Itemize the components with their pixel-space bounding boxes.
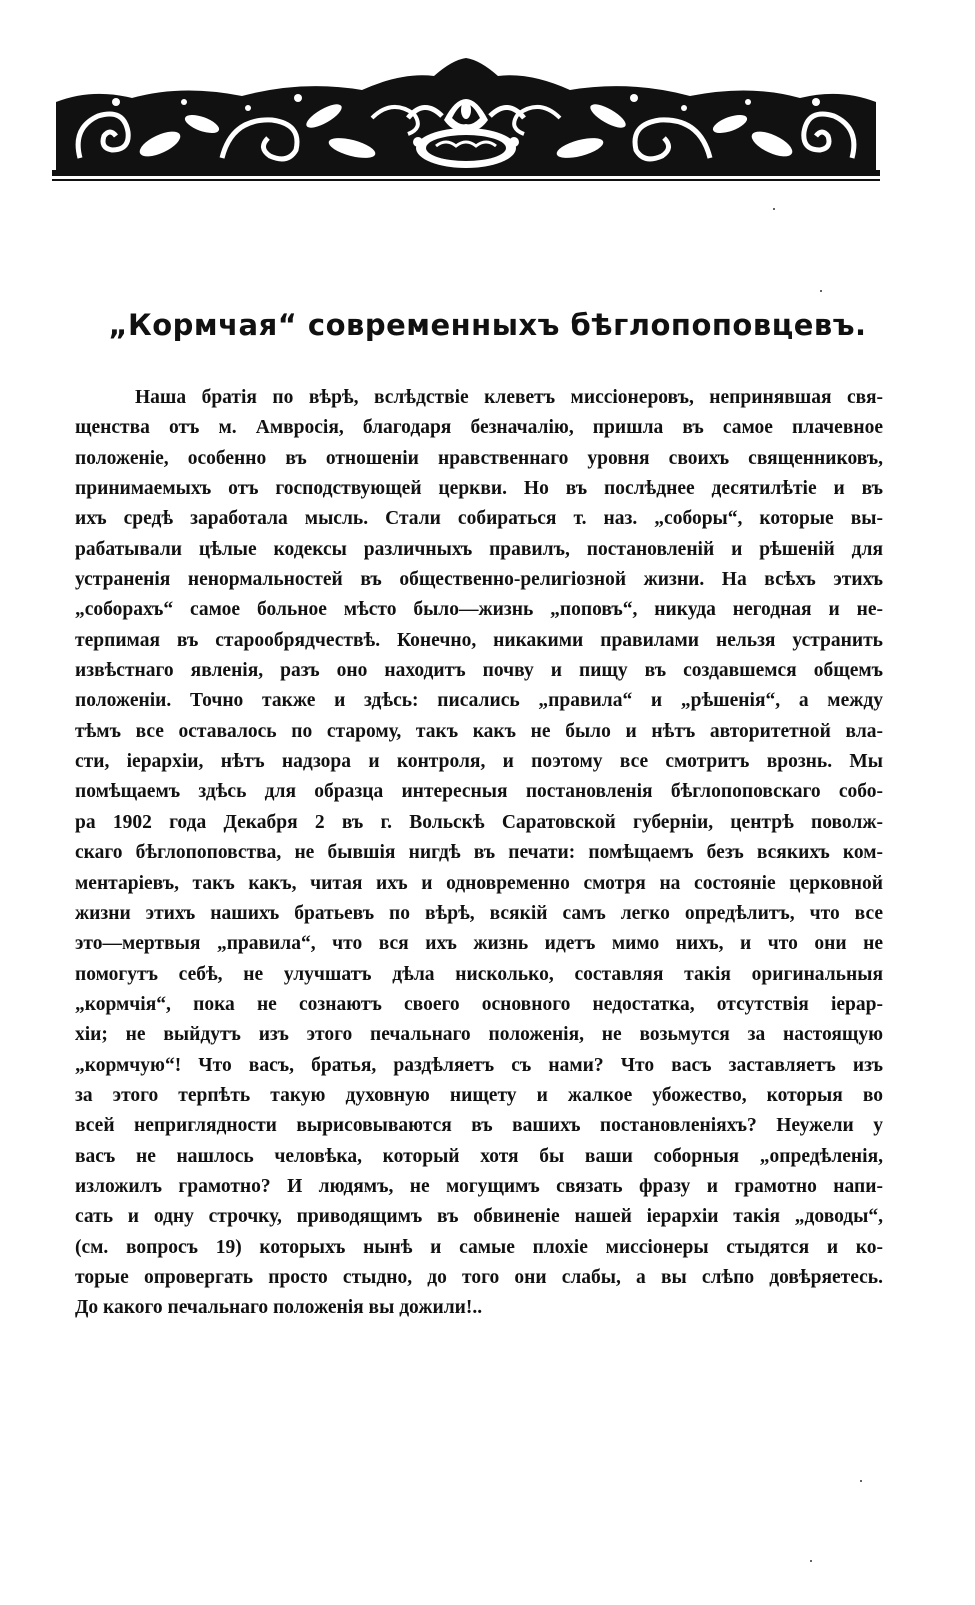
- text-line: изложилъ грамотно? И людямъ, не могущимъ связать фразу и грамотно напи-: [75, 1175, 883, 1197]
- text-line: сать и одну строчку, приводящимъ въ обвиненіе нашей іерархіи такія „доводы“,: [75, 1206, 883, 1228]
- text-line: торые опровергать просто стыдно, до того они слабы, а вы слѣпо довѣряетесь.: [75, 1266, 883, 1288]
- text-line: за этого терпѣть такую духовную нищету и жалкое убожество, которыя во: [75, 1084, 883, 1106]
- ornament-banner-icon: [52, 58, 880, 186]
- text-line: До какого печальнаго положенія вы дожили!..: [75, 1297, 483, 1319]
- text-line: принимаемыхъ отъ господствующей церкви. Но въ послѣднее десятилѣтіе и въ: [75, 478, 883, 500]
- scan-speck: [773, 208, 775, 210]
- text-line: „кормчую“! Что васъ, братья, раздѣляетъ съ нами? Что васъ заставляетъ изъ: [75, 1054, 883, 1076]
- text-line: сти, іерархіи, нѣтъ надзора и контроля, и поэтому все смотритъ врознь. Мы: [75, 751, 883, 773]
- text-line: помогутъ себѣ, не улучшатъ дѣла нисколько, составляя такія оригинальныя: [75, 963, 883, 985]
- text-line: ра 1902 года Декабря 2 въ г. Вольскѣ Саратовской губерніи, центрѣ поволж-: [75, 811, 883, 833]
- text-line: жизни этихъ нашихъ братьевъ по вѣрѣ, всякій самъ легко опредѣлитъ, что все: [75, 902, 883, 924]
- text-line: щенства отъ м. Амвросія, благодаря безначалію, пришла въ самое плачевное: [75, 417, 883, 439]
- text-line: терпимая въ старообрядчествѣ. Конечно, никакими правилами нельзя устранить: [75, 629, 883, 651]
- text-line: ихъ средѣ заработала мысль. Стали собираться т. наз. „соборы“, которые вы-: [75, 508, 883, 530]
- text-line: помѣщаемъ здѣсь для образца интересныя постановленія бѣглопоповскаго собо-: [75, 781, 883, 803]
- text-line: васъ не нашлось человѣка, который хотя бы ваши соборныя „опредѣленія,: [75, 1145, 883, 1167]
- text-line: хіи; не выйдутъ изъ этого печальнаго положенія, не возьмутся за настоящую: [75, 1024, 883, 1046]
- body-text: [75, 383, 883, 1324]
- text-line: тѣмъ все оставалось по старому, такъ какъ не было и нѣтъ авторитетной вла-: [75, 720, 883, 742]
- text-line: всей неприглядности вырисовываются въ вашихъ постановленіяхъ? Неужели у: [75, 1115, 883, 1137]
- text-line: это—мертвыя „правила“, что вся ихъ жизнь идетъ мимо нихъ, и что они не: [75, 933, 883, 955]
- text-line: (см. вопросъ 19) которыхъ нынѣ и самые плохіе миссіонеры стыдятся и ко-: [75, 1236, 883, 1258]
- text-line: „кормчія“, пока не сознаютъ своего основного недостатка, отсутствія іерар-: [75, 993, 883, 1015]
- scan-speck: [820, 290, 822, 292]
- text-line: устраненія ненормальностей въ общественно-религіозной жизни. На всѣхъ этихъ: [75, 569, 883, 591]
- text-line: положеніи. Точно также и здѣсь: писались „правила“ и „рѣшенія“, а между: [75, 690, 883, 712]
- text-line: Наша братія по вѣрѣ, вслѣдствіе клеветъ миссіонеровъ, непринявшая свя-: [135, 387, 883, 408]
- text-line: скаго бѣглопоповства, не бывшія нигдѣ въ печати: помѣщаемъ безъ всякихъ ком-: [75, 842, 883, 864]
- page-title: „Кормчая“ современныхъ бѣглопоповцевъ.: [108, 308, 867, 342]
- scan-speck: [860, 1480, 862, 1482]
- text-line: ментаріевъ, такъ какъ, читая ихъ и одновременно смотря на состояніе церковной: [75, 872, 883, 894]
- text-line: положеніе, особенно въ отношеніи нравственнаго уровня своихъ священниковъ,: [75, 447, 883, 469]
- text-line: извѣстнаго явленія, разъ оно находитъ почву и пищу въ создавшемся общемъ: [75, 660, 883, 682]
- text-line: „соборахъ“ самое больное мѣсто было—жизнь „поповъ“, никуда негодная и не-: [75, 599, 883, 621]
- scan-speck: [810, 1560, 812, 1562]
- text-line: рабатывали цѣлые кодексы различныхъ правилъ, постановленій и рѣшеній для: [75, 538, 883, 560]
